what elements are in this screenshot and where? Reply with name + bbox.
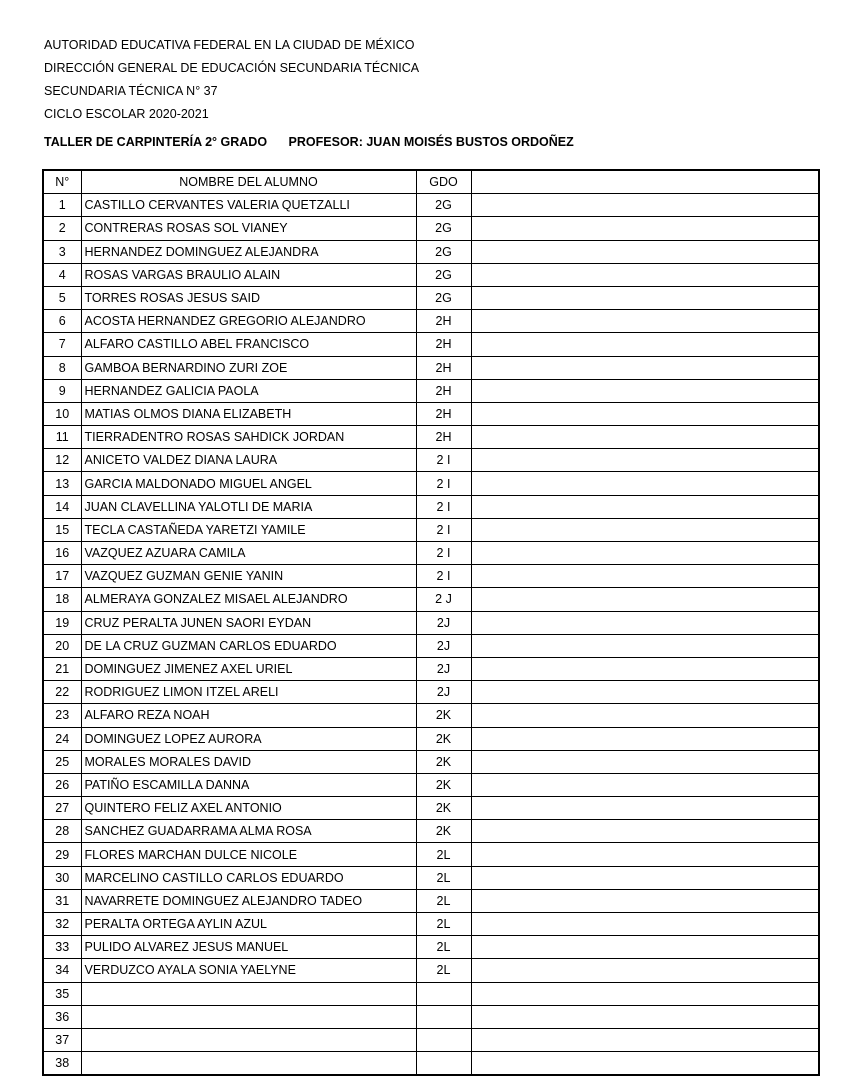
blank-cell — [471, 611, 819, 634]
student-grade: 2L — [416, 913, 471, 936]
student-grade: 2 I — [416, 518, 471, 541]
blank-cell — [471, 263, 819, 286]
table-row — [43, 217, 819, 240]
table-row — [43, 959, 819, 982]
table-row — [43, 797, 819, 820]
student-grade: 2H — [416, 402, 471, 425]
student-name: PERALTA ORTEGA AYLIN AZUL — [81, 913, 416, 936]
student-grade — [416, 1028, 471, 1051]
row-number: 8 — [43, 356, 81, 379]
student-name: SANCHEZ GUADARRAMA ALMA ROSA — [81, 820, 416, 843]
column-header-number: N° — [43, 170, 81, 194]
blank-cell — [471, 657, 819, 680]
table-row — [43, 333, 819, 356]
blank-cell — [471, 402, 819, 425]
student-grade: 2G — [416, 240, 471, 263]
blank-cell — [471, 750, 819, 773]
student-grade: 2G — [416, 217, 471, 240]
student-name: QUINTERO FELIZ AXEL ANTONIO — [81, 797, 416, 820]
student-grade — [416, 1052, 471, 1076]
student-name: ALFARO REZA NOAH — [81, 704, 416, 727]
student-name: GAMBOA BERNARDINO ZURI ZOE — [81, 356, 416, 379]
table-row — [43, 704, 819, 727]
teacher-name: PROFESOR: JUAN MOISÉS BUSTOS ORDOÑEZ — [288, 135, 574, 149]
row-number: 34 — [43, 959, 81, 982]
student-grade: 2H — [416, 426, 471, 449]
row-number: 7 — [43, 333, 81, 356]
blank-cell — [471, 565, 819, 588]
table-row — [43, 820, 819, 843]
student-name — [81, 1028, 416, 1051]
row-number: 18 — [43, 588, 81, 611]
row-number: 20 — [43, 634, 81, 657]
blank-cell — [471, 194, 819, 217]
blank-cell — [471, 1028, 819, 1051]
row-number: 2 — [43, 217, 81, 240]
row-number: 12 — [43, 449, 81, 472]
student-name — [81, 1052, 416, 1076]
blank-cell — [471, 333, 819, 356]
row-number: 6 — [43, 310, 81, 333]
table-row — [43, 773, 819, 796]
student-name: ANICETO VALDEZ DIANA LAURA — [81, 449, 416, 472]
student-grade: 2K — [416, 797, 471, 820]
row-number: 9 — [43, 379, 81, 402]
student-grade: 2K — [416, 773, 471, 796]
blank-cell — [471, 936, 819, 959]
row-number: 10 — [43, 402, 81, 425]
student-grade: 2 I — [416, 565, 471, 588]
school-year-line: CICLO ESCOLAR 2020-2021 — [44, 107, 209, 121]
table-row — [43, 495, 819, 518]
table-row — [43, 982, 819, 1005]
blank-cell — [471, 542, 819, 565]
row-number: 28 — [43, 820, 81, 843]
blank-cell — [471, 959, 819, 982]
row-number: 25 — [43, 750, 81, 773]
row-number: 13 — [43, 472, 81, 495]
blank-cell — [471, 889, 819, 912]
student-name: ROSAS VARGAS BRAULIO ALAIN — [81, 263, 416, 286]
row-number: 27 — [43, 797, 81, 820]
row-number: 17 — [43, 565, 81, 588]
row-number: 23 — [43, 704, 81, 727]
blank-cell — [471, 820, 819, 843]
student-grade: 2K — [416, 727, 471, 750]
table-row — [43, 402, 819, 425]
blank-cell — [471, 588, 819, 611]
row-number: 36 — [43, 1005, 81, 1028]
table-row — [43, 913, 819, 936]
student-grade: 2 I — [416, 449, 471, 472]
row-number: 19 — [43, 611, 81, 634]
column-header-name: NOMBRE DEL ALUMNO — [81, 170, 416, 194]
blank-cell — [471, 379, 819, 402]
student-name: DOMINGUEZ LOPEZ AURORA — [81, 727, 416, 750]
student-grade: 2 I — [416, 495, 471, 518]
student-name: TIERRADENTRO ROSAS SAHDICK JORDAN — [81, 426, 416, 449]
blank-cell — [471, 1005, 819, 1028]
student-name: CRUZ PERALTA JUNEN SAORI EYDAN — [81, 611, 416, 634]
student-grade: 2L — [416, 959, 471, 982]
blank-cell — [471, 1052, 819, 1076]
student-name: FLORES MARCHAN DULCE NICOLE — [81, 843, 416, 866]
student-name: RODRIGUEZ LIMON ITZEL ARELI — [81, 681, 416, 704]
blank-cell — [471, 913, 819, 936]
student-grade: 2K — [416, 750, 471, 773]
student-grade: 2H — [416, 379, 471, 402]
table-row — [43, 194, 819, 217]
authority-line: AUTORIDAD EDUCATIVA FEDERAL EN LA CIUDAD DE MÉXICO — [44, 38, 415, 52]
table-row — [43, 240, 819, 263]
workshop-heading — [44, 135, 574, 149]
blank-cell — [471, 472, 819, 495]
table-row — [43, 657, 819, 680]
table-row — [43, 727, 819, 750]
student-name: ALFARO CASTILLO ABEL FRANCISCO — [81, 333, 416, 356]
student-grade: 2L — [416, 936, 471, 959]
student-name: DOMINGUEZ JIMENEZ AXEL URIEL — [81, 657, 416, 680]
student-name: TORRES ROSAS JESUS SAID — [81, 286, 416, 309]
row-number: 1 — [43, 194, 81, 217]
student-name: MATIAS OLMOS DIANA ELIZABETH — [81, 402, 416, 425]
blank-cell — [471, 449, 819, 472]
row-number: 3 — [43, 240, 81, 263]
table-row — [43, 936, 819, 959]
student-grade: 2 J — [416, 588, 471, 611]
student-name: PATIÑO ESCAMILLA DANNA — [81, 773, 416, 796]
row-number: 29 — [43, 843, 81, 866]
table-row — [43, 866, 819, 889]
table-row — [43, 518, 819, 541]
blank-cell — [471, 982, 819, 1005]
row-number: 26 — [43, 773, 81, 796]
row-number: 30 — [43, 866, 81, 889]
blank-cell — [471, 310, 819, 333]
table-row — [43, 681, 819, 704]
student-name: CONTRERAS ROSAS SOL VIANEY — [81, 217, 416, 240]
column-header-blank — [471, 170, 819, 194]
table-row — [43, 1052, 819, 1076]
student-grade: 2J — [416, 657, 471, 680]
blank-cell — [471, 356, 819, 379]
row-number: 16 — [43, 542, 81, 565]
blank-cell — [471, 797, 819, 820]
row-number: 15 — [43, 518, 81, 541]
row-number: 21 — [43, 657, 81, 680]
table-row — [43, 379, 819, 402]
student-name: MARCELINO CASTILLO CARLOS EDUARDO — [81, 866, 416, 889]
row-number: 22 — [43, 681, 81, 704]
student-name: VERDUZCO AYALA SONIA YAELYNE — [81, 959, 416, 982]
blank-cell — [471, 634, 819, 657]
table-row — [43, 634, 819, 657]
blank-cell — [471, 426, 819, 449]
blank-cell — [471, 518, 819, 541]
table-row — [43, 310, 819, 333]
blank-cell — [471, 217, 819, 240]
student-grade: 2H — [416, 333, 471, 356]
student-name — [81, 982, 416, 1005]
blank-cell — [471, 843, 819, 866]
student-grade: 2J — [416, 611, 471, 634]
student-name: NAVARRETE DOMINGUEZ ALEJANDRO TADEO — [81, 889, 416, 912]
student-grade: 2K — [416, 704, 471, 727]
table-header-row — [43, 170, 819, 194]
blank-cell — [471, 866, 819, 889]
blank-cell — [471, 681, 819, 704]
blank-cell — [471, 286, 819, 309]
student-grade: 2H — [416, 356, 471, 379]
table-row — [43, 843, 819, 866]
student-grade: 2K — [416, 820, 471, 843]
student-name: HERNANDEZ GALICIA PAOLA — [81, 379, 416, 402]
student-grade: 2L — [416, 866, 471, 889]
row-number: 31 — [43, 889, 81, 912]
row-number: 4 — [43, 263, 81, 286]
student-grade: 2J — [416, 634, 471, 657]
row-number: 14 — [43, 495, 81, 518]
student-name — [81, 1005, 416, 1028]
student-name: HERNANDEZ DOMINGUEZ ALEJANDRA — [81, 240, 416, 263]
school-line: SECUNDARIA TÉCNICA N° 37 — [44, 84, 218, 98]
student-grade: 2G — [416, 286, 471, 309]
row-number: 11 — [43, 426, 81, 449]
column-header-grade: GDO — [416, 170, 471, 194]
blank-cell — [471, 704, 819, 727]
direction-line: DIRECCIÓN GENERAL DE EDUCACIÓN SECUNDARIA TÉCNICA — [44, 61, 420, 75]
table-row — [43, 565, 819, 588]
student-grade — [416, 982, 471, 1005]
table-row — [43, 472, 819, 495]
row-number: 32 — [43, 913, 81, 936]
student-grade: 2G — [416, 194, 471, 217]
student-name: JUAN CLAVELLINA YALOTLI DE MARIA — [81, 495, 416, 518]
table-row — [43, 1028, 819, 1051]
row-number: 38 — [43, 1052, 81, 1076]
document-header — [44, 34, 419, 126]
table-row — [43, 1005, 819, 1028]
table-row — [43, 750, 819, 773]
student-grade — [416, 1005, 471, 1028]
table-row — [43, 449, 819, 472]
student-grade: 2 I — [416, 472, 471, 495]
student-name: TECLA CASTAÑEDA YARETZI YAMILE — [81, 518, 416, 541]
student-name: ACOSTA HERNANDEZ GREGORIO ALEJANDRO — [81, 310, 416, 333]
student-name: DE LA CRUZ GUZMAN CARLOS EDUARDO — [81, 634, 416, 657]
row-number: 33 — [43, 936, 81, 959]
blank-cell — [471, 727, 819, 750]
student-grade: 2 I — [416, 542, 471, 565]
student-grade: 2H — [416, 310, 471, 333]
row-number: 35 — [43, 982, 81, 1005]
student-name: VAZQUEZ AZUARA CAMILA — [81, 542, 416, 565]
student-name: CASTILLO CERVANTES VALERIA QUETZALLI — [81, 194, 416, 217]
student-name: ALMERAYA GONZALEZ MISAEL ALEJANDRO — [81, 588, 416, 611]
table-row — [43, 263, 819, 286]
student-grade: 2G — [416, 263, 471, 286]
row-number: 37 — [43, 1028, 81, 1051]
table-row — [43, 542, 819, 565]
student-name: VAZQUEZ GUZMAN GENIE YANIN — [81, 565, 416, 588]
table-row — [43, 356, 819, 379]
blank-cell — [471, 773, 819, 796]
table-row — [43, 611, 819, 634]
student-grade: 2L — [416, 843, 471, 866]
student-grade: 2J — [416, 681, 471, 704]
row-number: 24 — [43, 727, 81, 750]
workshop-title: TALLER DE CARPINTERÍA 2° GRADO — [44, 135, 268, 149]
table-row — [43, 426, 819, 449]
blank-cell — [471, 495, 819, 518]
row-number: 5 — [43, 286, 81, 309]
student-name: GARCIA MALDONADO MIGUEL ANGEL — [81, 472, 416, 495]
blank-cell — [471, 240, 819, 263]
student-name: MORALES MORALES DAVID — [81, 750, 416, 773]
table-row — [43, 286, 819, 309]
student-list-table — [42, 169, 820, 1076]
table-row — [43, 889, 819, 912]
student-grade: 2L — [416, 889, 471, 912]
table-row — [43, 588, 819, 611]
student-name: PULIDO ALVAREZ JESUS MANUEL — [81, 936, 416, 959]
